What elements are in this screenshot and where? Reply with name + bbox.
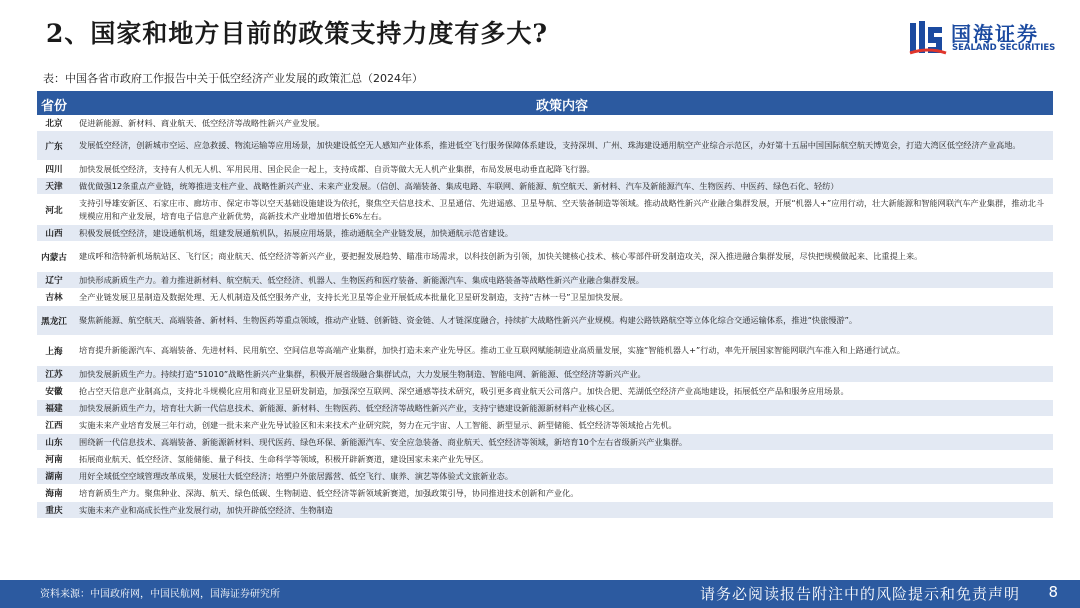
policy-cell: 聚焦新能源、航空航天、高端装备、新材料、生物医药等重点领域，推动产业链、创新链、资金链、人才链深度融合，持续扩大战略性新兴产业规模。构建公路铁路航空等立体化综合交通运输体系，推进“快旅慢游”。 bbox=[79, 315, 858, 326]
province-cell: 湖南 bbox=[45, 472, 63, 482]
table-row bbox=[37, 434, 1053, 451]
province-cell: 内蒙古 bbox=[41, 252, 67, 263]
logo-english-name: SEALAND SECURITIES bbox=[952, 43, 1056, 53]
policy-cell: 支持引导雄安新区、石家庄市、廊坊市、保定市等以空天基础设施建设为依托，聚焦空天信息技术、卫星通信、先进遥感、卫星导航、空天装备制造等领域。推动战略性新兴产业融合集群发展，开展“机器人+”应用行动，壮大新能源和智能网联汽车产业集群，推动北斗规模应用和产业发展，培育电子信息产业新优势，高新技术产业增加值增长6%左右。 bbox=[79, 198, 1045, 221]
policy-cell: 建成呼和浩特新机场航站区、飞行区；商业航天、低空经济等新兴产业，要把握发展趋势、瞄准市场需求，以科技创新为引领，加快关键核心技术、核心零部件研发制造攻关，深入推进融合集群发展，尽快把规模做起来、比重提上来。 bbox=[79, 251, 923, 262]
table-row bbox=[37, 116, 1053, 131]
province-cell: 河北 bbox=[45, 205, 63, 216]
policy-cell: 培育新质生产力。聚焦种业、深海、航天、绿色低碳、生物制造、低空经济等新领域新赛道，加强政策引导，协同推进技术创新和产业化。 bbox=[79, 487, 579, 498]
policy-cell: 培育提升新能源汽车、高端装备、先进材料、民用航空、空间信息等高端产业集群，加快打造未来产业先导区。推动工业互联网赋能制造业高质量发展，实施“智能机器人+”行动，率先开展国家智能网联汽车准入和上路通行试点。 bbox=[79, 345, 905, 356]
logo-chinese-name: 国海证券 bbox=[951, 22, 1039, 46]
province-cell: 山西 bbox=[45, 229, 63, 239]
policy-cell: 加快发展低空经济，支持有人机无人机、军用民用、国企民企一起上，支持成都、自贡等做大无人机产业集群，布局发展电动垂直起降飞行器。 bbox=[79, 163, 595, 174]
province-cell: 河南 bbox=[45, 455, 63, 465]
source-note: 资料来源：中国政府网，中国民航网，国海证券研究所 bbox=[40, 589, 280, 600]
table-row bbox=[37, 366, 1053, 383]
policy-cell: 积极发展低空经济，建设通航机场，组建发展通航机队，拓展应用场景，推动通航全产业链发展，加快通航示范省建设。 bbox=[79, 227, 513, 238]
table-row bbox=[37, 306, 1053, 336]
policy-cell: 实施未来产业培育发展三年行动，创建一批未来产业先导试验区和未来技术产业研究院，努力在元宇宙、人工智能、新型显示、新型储能、低空经济等领域抢占先机。 bbox=[79, 419, 677, 430]
table-row bbox=[37, 383, 1053, 400]
table-row bbox=[37, 225, 1053, 242]
page-number: 8 bbox=[1048, 583, 1058, 601]
policy-cell: 实施未来产业和高成长性产业发展行动，加快开辟低空经济、生物制造 bbox=[79, 504, 333, 515]
policy-cell: 做优做强12条重点产业链，统筹推进支柱产业、战略性新兴产业、未来产业发展。（信创、高端装备、集成电路、车联网、新能源、航空航天、新材料、汽车及新能源汽车、生物医药、中医药、绿色石化、轻纺） bbox=[79, 180, 839, 191]
table-row bbox=[37, 417, 1053, 434]
table-row bbox=[37, 400, 1053, 417]
table-row bbox=[37, 468, 1053, 485]
province-cell: 重庆 bbox=[45, 506, 63, 516]
province-cell: 黑龙江 bbox=[41, 316, 67, 327]
province-cell: 江苏 bbox=[45, 370, 63, 380]
policy-cell: 拓展商业航天、低空经济、氢能储能、量子科技、生命科学等领域，积极开辟新赛道，建设国家未来产业先导区。 bbox=[79, 453, 489, 464]
province-cell: 北京 bbox=[45, 119, 63, 129]
table-row bbox=[37, 178, 1053, 195]
province-cell: 山东 bbox=[45, 438, 63, 448]
table-row bbox=[37, 502, 1053, 519]
table-caption: 表：中国各省市政府工作报告中关于低空经济产业发展的政策汇总（2024年） bbox=[43, 72, 423, 85]
province-cell: 江西 bbox=[45, 421, 63, 431]
province-cell: 天津 bbox=[45, 182, 63, 192]
column-header-policy: 政策内容 bbox=[535, 99, 588, 114]
policy-cell: 加快发展新质生产力，培育壮大新一代信息技术、新能源、新材料、生物医药、低空经济等战略性新兴产业，支持宁德建设新能源新材料产业核心区。 bbox=[79, 402, 620, 413]
province-cell: 广东 bbox=[45, 141, 63, 152]
province-cell: 吉林 bbox=[45, 293, 63, 303]
disclaimer: 请务必阅读报告附注中的风险提示和免责声明 bbox=[699, 585, 1020, 603]
province-cell: 安徽 bbox=[45, 387, 63, 397]
table-row bbox=[37, 451, 1053, 468]
table-row bbox=[37, 242, 1053, 272]
table-row bbox=[37, 195, 1053, 225]
table-row bbox=[37, 336, 1053, 366]
policy-cell: 用好全域低空空域管理改革成果，发展壮大低空经济；培塑户外旅居露营、低空飞行、康养、演艺等体验式文旅新业态。 bbox=[79, 470, 513, 481]
province-cell: 辽宁 bbox=[45, 276, 63, 286]
province-cell: 海南 bbox=[45, 489, 63, 499]
brand-logo bbox=[908, 17, 1060, 59]
policy-cell: 加快发展新质生产力。持续打造“51010”战略性新兴产业集群，积极开展省级融合集群试点，大力发展生物制造、智能电网、新能源、低空经济等新兴产业。 bbox=[79, 368, 646, 379]
column-header-province: 省份 bbox=[40, 99, 67, 114]
policy-cell: 抢占空天信息产业制高点，支持北斗规模化应用和商业卫星研发制造，加强深空互联网、深空通感等技术研究，吸引更多商业航天公司落户。加快合肥、芜湖低空经济产业高地建设，拓展低空产品和服务应用场景。 bbox=[79, 385, 849, 396]
sealand-logo-icon bbox=[908, 17, 948, 57]
province-cell: 四川 bbox=[45, 165, 63, 175]
province-cell: 上海 bbox=[45, 346, 63, 357]
table-row bbox=[37, 289, 1053, 306]
table-row bbox=[37, 161, 1053, 178]
table-header bbox=[37, 91, 1053, 115]
policy-table-body bbox=[37, 116, 1053, 519]
policy-cell: 发展低空经济，创新城市空运、应急救援、物流运输等应用场景，加快建设低空无人感知产业体系，推进低空飞行服务保障体系建设，支持深圳、广州、珠海建设通用航空产业综合示范区，办好第十五届中国国际航空航天博览会，打造大湾区低空经济产业高地。 bbox=[79, 140, 1021, 151]
table-row bbox=[37, 272, 1053, 289]
province-cell: 福建 bbox=[45, 404, 63, 414]
policy-cell: 围绕新一代信息技术、高端装备、新能源新材料、现代医药、绿色环保、新能源汽车、安全应急装备、商业航天、低空经济等领域，新培育10个左右省级新兴产业集群。 bbox=[79, 436, 688, 447]
page-title: 2、国家和地方目前的政策支持力度有多大? bbox=[46, 19, 549, 48]
policy-cell: 加快形成新质生产力。着力推进新材料、航空航天、低空经济、机器人、生物医药和医疗装备、新能源汽车、集成电路装备等战略性新兴产业融合集群发展。 bbox=[79, 274, 644, 285]
table-row bbox=[37, 131, 1053, 161]
policy-cell: 全产业链发展卫星制造及数据处理、无人机制造及低空服务产业，支持长光卫星等企业开展低成本批量化卫星研发制造，支持“吉林一号”卫星加快发展。 bbox=[79, 291, 628, 302]
policy-cell: 促进新能源、新材料、商业航天、低空经济等战略性新兴产业发展。 bbox=[79, 117, 325, 128]
table-row bbox=[37, 485, 1053, 502]
